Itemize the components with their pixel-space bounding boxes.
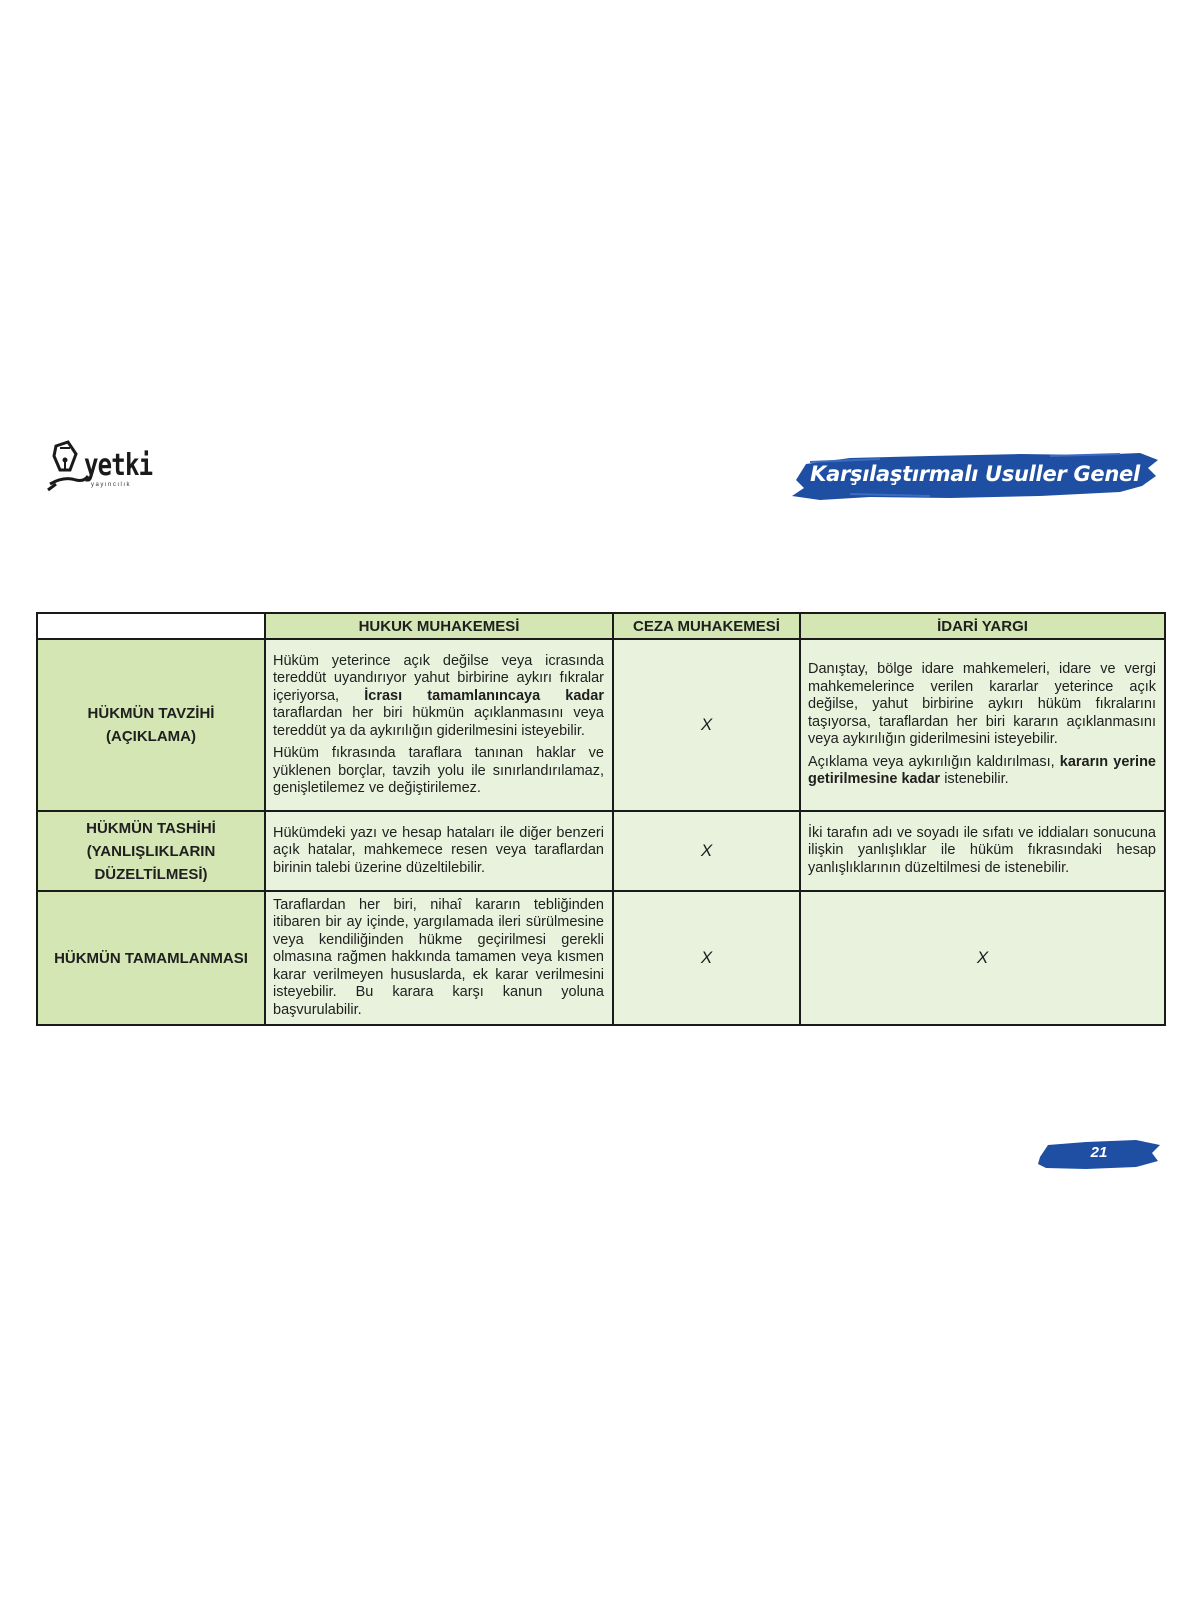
bold-text-run: kararın yerine getirilmesine kadar <box>808 753 1156 788</box>
cell-hukuk-tavzih <box>265 639 613 811</box>
row-label-sub: (AÇIKLAMA) <box>106 728 196 745</box>
row-header-tavzih <box>37 639 265 811</box>
paragraph: Hüküm fıkrasında taraflara tanınan haklar ve yüklenen borçlar, tavzih yolu ile sınırlandırılamaz, genişletilemez ve değiştirilemez. <box>273 745 604 796</box>
row-label-sub: (YANLIŞLIKLARIN <box>86 842 216 860</box>
paragraph <box>273 653 604 741</box>
comparison-table <box>36 612 1166 1026</box>
cell-ceza-tamamlanma: X <box>613 891 800 1025</box>
paragraph: Hükümdeki yazı ve hesap hataları ile diğer benzeri açık hatalar, mahkemece resen veya taraflardan birinin talebi üzerine düzeltilebilir. <box>273 824 604 876</box>
row-header-tashih <box>37 811 265 891</box>
column-header-ceza: CEZA MUHAKEMESİ <box>613 613 800 639</box>
section-title: Karşılaştırmalı Usuller Genel <box>810 462 1140 486</box>
page-number: 21 <box>1090 1144 1108 1161</box>
text-run: istenebilir. <box>940 771 1009 788</box>
section-banner <box>790 450 1160 502</box>
row-label: HÜKMÜN TASHİHİ <box>86 819 216 837</box>
paragraph: Danıştay, bölge idare mahkemeleri, idare ve vergi mahkemelerince verilen kararlar yeterince açık değilse, yahut birbirine aykırı hüküm fıkralarını taşıyorsa, taraflardan her biri kararın açıklanmasını veya aykırılığın giderilmesini isteyebilir. <box>808 661 1156 748</box>
text-run: Açıklama veya aykırılığın kaldırılması, <box>808 753 1055 770</box>
logo-subtitle: yayıncılık <box>91 482 132 488</box>
cell-ceza-tashih: X <box>613 811 800 891</box>
table-header-row <box>37 613 1165 639</box>
paragraph: İki tarafın adı ve soyadı ile sıfatı ve iddiaları sonucuna ilişkin yanlışlıklar ile hüküm fıkrasındaki hesap yanlışlıklarının düzeltilmesi de istenebilir. <box>808 824 1156 876</box>
paragraph <box>808 754 1156 789</box>
column-header-hukuk: HUKUK MUHAKEMESİ <box>265 613 613 639</box>
table-row <box>37 639 1165 811</box>
table-row <box>37 811 1165 891</box>
column-header-idari: İDARİ YARGI <box>800 613 1165 639</box>
cell-ceza-tavzih: X <box>613 639 800 811</box>
cell-idari-tashih <box>800 811 1165 891</box>
publisher-logo <box>46 440 156 498</box>
text-run: Hüküm yeterince açık değilse veya icrasında tereddüt uyandırıyor yahut birbirine aykırı fıkralar içeriyorsa, <box>273 652 604 704</box>
cell-hukuk-tashih <box>265 811 613 891</box>
table-row <box>37 891 1165 1025</box>
paragraph: Taraflardan her biri, nihaî kararın tebliğinden itibaren bir ay içinde, yargılamada ileri sürülmesine veya kendiliğinden hükme geçirilmesi gerekli olmasına rağmen hakkında tamamen veya kısmen karar verilmeyen hususlarda, ek karar verilmesini isteyebilir. Bu karara karşı kanun yoluna başvurulabilir. <box>273 896 604 1018</box>
table-corner <box>37 613 265 639</box>
page-number-badge <box>1036 1137 1162 1171</box>
cell-hukuk-tamamlanma <box>265 891 613 1025</box>
row-header-tamamlanma: HÜKMÜN TAMAMLANMASI <box>37 891 265 1025</box>
cell-idari-tavzih <box>800 639 1165 811</box>
logo-wordmark: yetki <box>84 448 153 483</box>
row-label-sub: DÜZELTİLMESİ) <box>94 865 208 883</box>
bold-text-run: İcrası tamamlanıncaya kadar <box>339 687 604 704</box>
text-run: taraflardan her biri hükmün açıklanmasını veya tereddüt ya da aykırılığın giderilmesini isteyebilir. <box>273 705 604 739</box>
row-label: HÜKMÜN TAVZİHİ <box>87 705 215 722</box>
cell-idari-tamamlanma: X <box>800 891 1165 1025</box>
